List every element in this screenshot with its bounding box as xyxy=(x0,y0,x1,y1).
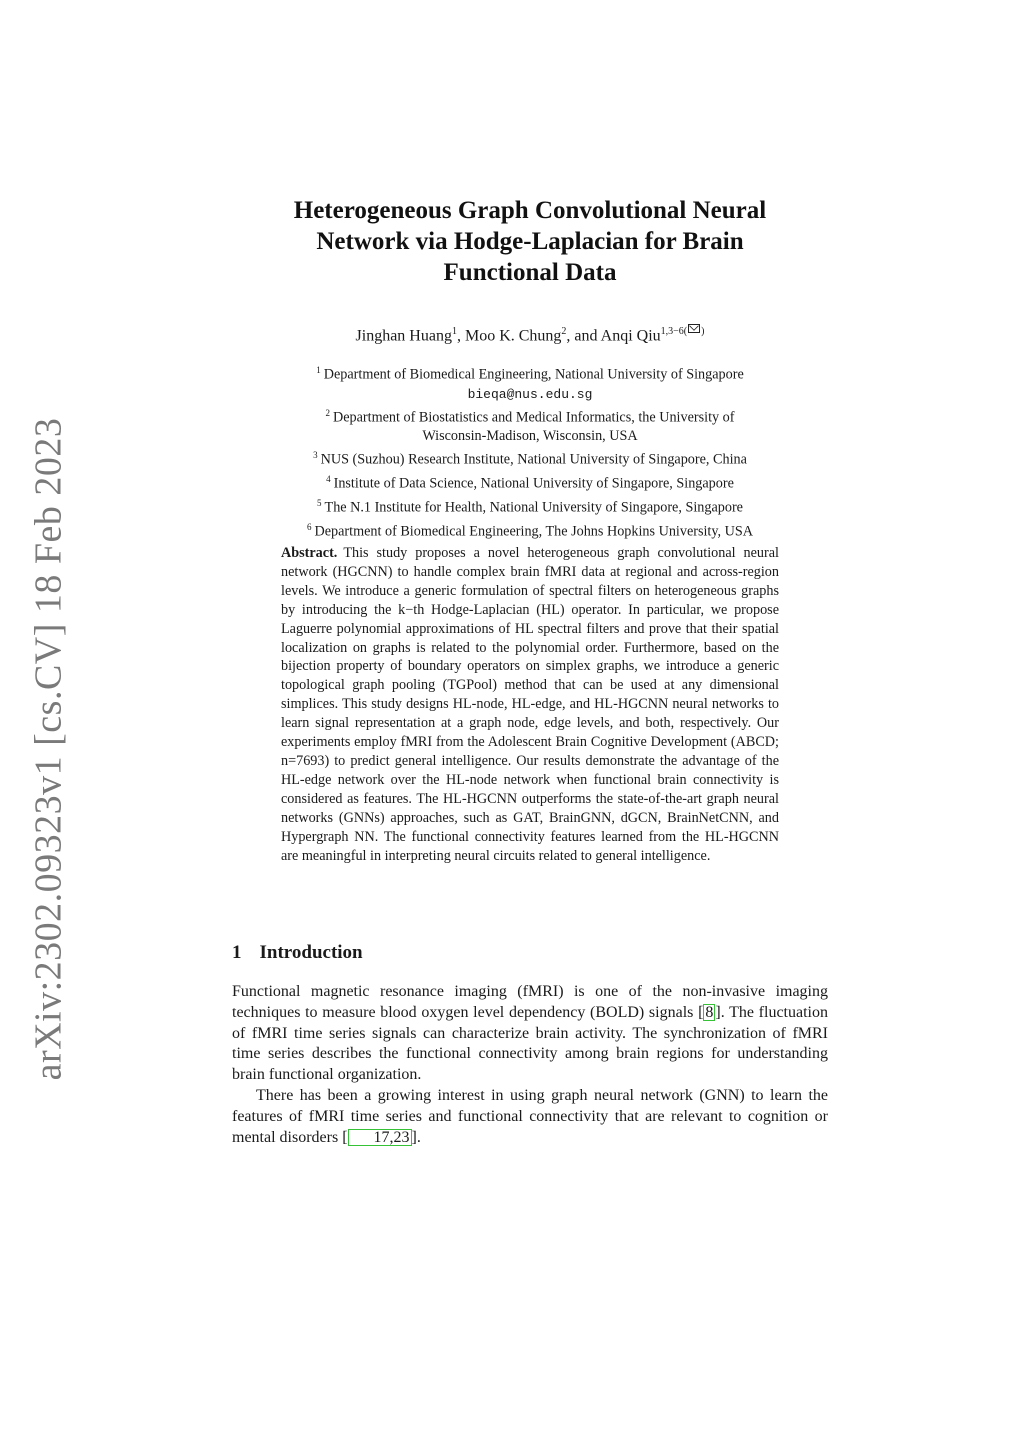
paragraph-1-tail: . The fluctuation of fMRI time series signals can characterize brain activity. The synchronization of fMRI time series describes the functional connectivity among brain regions for understanding brain functional organization. xyxy=(232,1003,828,1084)
abstract xyxy=(281,544,779,865)
affiliation-5-text: The N.1 Institute for Health, National University of Singapore, Singapore xyxy=(324,499,743,516)
author-1-affiliation: 1 xyxy=(451,326,457,337)
affiliation-2 xyxy=(232,404,828,428)
affiliation-1 xyxy=(232,361,828,385)
affiliation-2-number: 2 xyxy=(325,407,330,418)
author-3: , and Anqi Qiu xyxy=(566,327,661,345)
affiliation-6 xyxy=(232,518,828,542)
affiliations xyxy=(232,361,828,541)
title-line-2: Network via Hodge-Laplacian for Brain xyxy=(316,228,744,255)
paper-title xyxy=(232,195,828,288)
envelope-icon xyxy=(688,324,700,333)
affiliation-6-text: Department of Biomedical Engineering, The Johns Hopkins University, USA xyxy=(314,523,754,540)
corresponding-email[interactable]: bieqa@nus.edu.sg xyxy=(467,386,593,402)
affiliation-2-continued: Wisconsin-Madison, Wisconsin, USA xyxy=(422,428,638,445)
title-line-1: Heterogeneous Graph Convolutional Neural xyxy=(293,197,767,224)
arxiv-stamp xyxy=(18,417,78,1081)
affiliation-3-text: NUS (Suzhou) Research Institute, National University of Singapore, China xyxy=(320,452,747,469)
author-2-affiliation: 2 xyxy=(561,326,567,337)
affiliation-2-text: Department of Biostatistics and Medical Informatics, the University of xyxy=(333,409,735,426)
arxiv-stamp-text: arXiv:2302.09323v1 [cs.CV] 18 Feb 2023 xyxy=(27,417,69,1081)
affiliation-4 xyxy=(232,470,828,494)
author-3-affiliation-numbers: 1,3−6( xyxy=(660,326,688,337)
affiliation-6-number: 6 xyxy=(306,521,312,532)
affiliation-3 xyxy=(232,446,828,470)
author-3-affiliation-close: ) xyxy=(701,326,705,337)
author-list xyxy=(232,322,828,346)
affiliation-4-number: 4 xyxy=(326,474,331,485)
affiliation-3-number: 3 xyxy=(313,450,318,461)
paragraph-1: Functional magnetic resonance imaging (fMRI) is one of the non-invasive imaging techniques to measure blood oxygen level dependency (BOLD) signals [ 8 ]. The fluctuation of fMRI time series signals can characterize brain activity. The synchronization of fMRI time series describes the functional connectivity among brain regions for understanding brain functional organization. xyxy=(232,983,828,1084)
title-line-3: Functional Data xyxy=(443,259,617,286)
author-1: Jinghan Huang xyxy=(355,327,452,345)
paragraph-2: There has been a growing interest in using graph neural network (GNN) to learn the features of fMRI time series and functional connectivity that are relevant to cognition or mental disorders [ 17,23 ]. xyxy=(232,1086,828,1146)
introduction-body xyxy=(232,982,828,1148)
paragraph-2-tail: . xyxy=(416,1128,421,1146)
author-2: , Moo K. Chung xyxy=(456,327,562,345)
section-number: 1 xyxy=(232,942,242,963)
paragraph-1-text: Functional magnetic resonance imaging (fMRI) is one of the non-invasive imaging techniques to measure blood oxygen level dependency (BOLD) signals xyxy=(232,983,828,1021)
citation-link[interactable]: 8 xyxy=(705,1003,714,1021)
affiliation-5-number: 5 xyxy=(317,497,322,508)
affiliation-5 xyxy=(232,494,828,518)
abstract-label: Abstract. xyxy=(281,545,338,561)
paragraph-2-text: There has been a growing interest in using graph neural network (GNN) to learn the features of fMRI time series and functional connectivity that are relevant to cognition or mental disorders xyxy=(232,1086,828,1146)
affiliation-4-text: Institute of Data Science, National University of Singapore, Singapore xyxy=(333,475,734,492)
citation-link[interactable]: 17,23 xyxy=(348,1129,412,1146)
section-heading xyxy=(232,941,363,965)
affiliation-1-number: 1 xyxy=(316,365,321,375)
author-3-affiliation xyxy=(661,326,705,337)
affiliation-1-text: Department of Biomedical Engineering, National University of Singapore xyxy=(323,366,744,383)
abstract-text: This study proposes a novel heterogeneous graph convolutional neural network (HGCNN) to handle complex brain fMRI data at regional and across-region levels. We introduce a generic formulation of spectral filters on heterogeneous graphs by introducing the k−th Hodge-Laplacian (HL) operator. In particular, we propose Laguerre polynomial approximations of HL spectral filters and prove that their spatial localization on graphs is related to the polynomial order. Furthermore, based on the bijection property of boundary operators on simplex graphs, we introduce a generic topological graph pooling (TGPool) method that can be used at any dimensional simplices. This study designs HL-node, HL-edge, and HL-HGCNN neural networks to learn signal representation at a graph node, edge levels, and both, respectively. Our experiments employ fMRI from the Adolescent Brain Cognitive Development (ABCD; n=7693) to predict general intelligence. Our results demonstrate the advantage of the HL-edge network over the HL-node network when functional brain connectivity is considered as features. The HL-HGCNN outperforms the state-of-the-art graph neural networks (GNNs) approaches, such as GAT, BrainGNN, dGCN, BrainNetCNN, and Hypergraph NN. The functional connectivity features learned from the HL-HGCNN are meaningful in interpreting neural circuits related to general intelligence. xyxy=(281,545,779,864)
section-title: Introduction xyxy=(259,942,363,963)
